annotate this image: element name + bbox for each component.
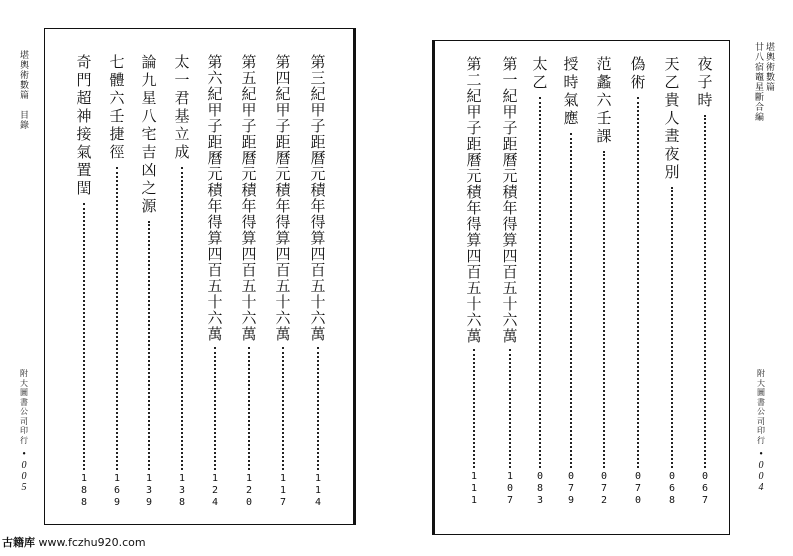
right-toc-entry (696, 57, 714, 508)
watermark-site: 古籍库 (2, 536, 35, 549)
left-toc-entry (309, 55, 327, 510)
toc-entry-title: 第 三 紀 甲 子 距 曆 元 積 年 得 算 四 百 五 十 六 萬 (310, 53, 326, 343)
right-header-book: 廿 八 宿 竈 星 斷 合 編 (755, 43, 765, 123)
leader-dots (116, 167, 118, 470)
toc-entry-page-number: 0 7 0 (634, 471, 642, 506)
toc-entry-page-number: 0 6 8 (668, 471, 676, 506)
leader-dots (181, 167, 183, 470)
right-toc-entry (531, 57, 549, 508)
leader-dots (83, 203, 85, 470)
leader-dots (473, 349, 475, 468)
toc-entry-title: 夜 子 時 (697, 55, 713, 109)
left-header (20, 52, 29, 132)
leader-dots (603, 151, 605, 468)
toc-entry-page-number: 1 8 8 (80, 473, 88, 508)
leader-dots (539, 97, 541, 468)
toc-entry-title: 奇 門 超 神 接 氣 置 閏 (76, 53, 92, 197)
left-toc-entry (140, 55, 158, 510)
toc-entry-page-number: 1 3 9 (145, 473, 153, 508)
toc-entry-title: 太 乙 (532, 55, 548, 91)
toc-entry-page-number: 1 1 7 (279, 473, 287, 508)
toc-entry-title: 第 四 紀 甲 子 距 曆 元 積 年 得 算 四 百 五 十 六 萬 (275, 53, 291, 343)
leader-dots (509, 349, 511, 468)
toc-entry-page-number: 0 7 2 (600, 471, 608, 506)
watermark-url: www.fczhu920.com (38, 536, 146, 549)
left-toc-entry (173, 55, 191, 510)
toc-entry-title: 太 一 君 基 立 成 (174, 53, 190, 161)
leader-dots (282, 347, 284, 470)
toc-entry-page-number: 0 6 7 (701, 471, 709, 506)
left-toc-entry (75, 55, 93, 510)
toc-entry-title: 授 時 氣 應 (563, 55, 579, 127)
toc-entry-title: 天 乙 貴 人 晝 夜 別 (664, 55, 680, 181)
right-toc-entry (595, 57, 613, 508)
right-toc-entry (465, 57, 483, 508)
right-toc-entry (629, 57, 647, 508)
toc-entry-page-number: 0 8 3 (536, 471, 544, 506)
toc-entry-page-number: 1 3 8 (178, 473, 186, 508)
toc-entry-page-number: 1 1 1 (470, 471, 478, 506)
left-toc-entry (240, 55, 258, 510)
left-publisher-text: 附 大 圖 書 公 司 印 行 (20, 369, 28, 445)
toc-entry-page-number: 1 0 7 (506, 471, 514, 506)
leader-dots (704, 115, 706, 468)
right-toc-entry (501, 57, 519, 508)
left-folio: • 0 0 5 (21, 449, 27, 493)
toc-entry-title: 第 一 紀 甲 子 距 曆 元 積 年 得 算 四 百 五 十 六 萬 (502, 55, 518, 345)
toc-entry-title: 七 體 六 壬 捷 徑 (109, 53, 125, 161)
toc-entry-page-number: 1 2 4 (211, 473, 219, 508)
left-publisher (20, 370, 28, 494)
right-publisher-text: 附 大 圖 書 公 司 印 行 (757, 369, 765, 445)
right-header (755, 44, 775, 124)
left-header-section: 目 錄 (20, 111, 30, 131)
leader-dots (637, 97, 639, 468)
toc-entry-title: 范 蠡 六 壬 課 (596, 55, 612, 145)
leader-dots (214, 347, 216, 470)
leader-dots (671, 187, 673, 468)
leader-dots (317, 347, 319, 470)
leader-dots (570, 133, 572, 468)
watermark (2, 534, 146, 550)
left-header-series: 堪 輿 術 數 篇 (20, 51, 30, 101)
left-toc-entry (206, 55, 224, 510)
toc-entry-page-number: 1 6 9 (113, 473, 121, 508)
toc-entry-page-number: 1 1 4 (314, 473, 322, 508)
right-folio: • 0 0 4 (758, 449, 764, 493)
toc-entry-title: 第 五 紀 甲 子 距 曆 元 積 年 得 算 四 百 五 十 六 萬 (241, 53, 257, 343)
toc-entry-title: 第 六 紀 甲 子 距 曆 元 積 年 得 算 四 百 五 十 六 萬 (207, 53, 223, 343)
right-toc-entry (562, 57, 580, 508)
toc-entry-title: 第 二 紀 甲 子 距 曆 元 積 年 得 算 四 百 五 十 六 萬 (466, 55, 482, 345)
leader-dots (148, 221, 150, 470)
leader-dots (248, 347, 250, 470)
left-toc-entry (108, 55, 126, 510)
right-toc-entry (663, 57, 681, 508)
toc-entry-title: 論 九 星 八 宅 吉 凶 之 源 (141, 53, 157, 215)
left-toc-entry (274, 55, 292, 510)
right-publisher (757, 370, 765, 494)
toc-entry-title: 偽 術 (630, 55, 646, 91)
toc-entry-page-number: 1 2 0 (245, 473, 253, 508)
toc-entry-page-number: 0 7 9 (567, 471, 575, 506)
right-header-series: 堪 輿 術 數 篇 (766, 43, 776, 93)
